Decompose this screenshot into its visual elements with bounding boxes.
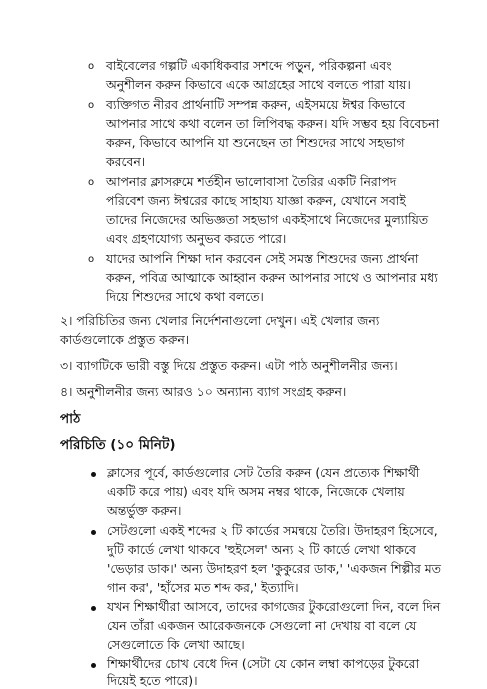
numbered-item-line: ৪। অনুশীলনীর জন্য আরও ১০ অন্যান্য ব্যাগ সংগ্রহ করুন। [60,384,347,399]
sub-item-line: পরিবেশ জন্য ঈশ্বরের কাছে সাহায্য যাজ্ঞা করুন, যেখানে সবাই [106,193,406,208]
sub-item-line: তাদের নিজেদের অভিজ্ঞতা সহভাগ একইসাথে নিজেদের মুল্যায়িত [106,212,429,227]
sub-item-line: এবং গ্রহণযোগ্য অনুভব করতে পারে। [106,231,287,246]
sub-item-line: করবেন। [106,154,146,169]
bullet-item-line: 'ভেড়ার ডাক।' অন্য উদাহরণ হল 'কুকুরের ডাক,' 'একজন শিল্পীর মত [107,561,441,576]
bullet-item-line: দুটি কার্ডে লেখা থাকবে 'হুইসেল' অন্য ২ টি কার্ডে লেখা থাকবে [107,542,416,557]
sub-item-line: ব্যক্তিগত নীরব প্রার্থনাটি সম্পন্ন করুন, এইসময়ে ঈশ্বর কিভাবে [106,97,406,112]
sub-item-line: আপনার ক্লাসরুমে শর্তহীন ভালোবাসা তৈরির একটি নিরাপদ [106,174,397,189]
bullet-dot-icon [91,606,96,611]
numbered-item-line: ২। পরিচিতির জন্য খেলার নির্দেশনাগুলো দেখুন। এই খেলার জন্য [60,313,380,328]
sub-item-line: করুন, কিভাবে আপনি যা শুনেছেন তা শিশুদের সাথে সহভাগ [106,135,405,150]
sub-item-line: অনুশীলন করুন কিভাবে একে আগ্রহের সাথে বলতে পারা যায়। [106,77,411,92]
sub-item-line: করুন, পবিত্র আত্মাকে আহ্বান করুন আপনার সাথে ও আপনার মধ্য [106,270,438,285]
bullet-item-line: সেগুলোতে কি লেখা আছে। [107,637,245,652]
numbered-item-line: কার্ডগুলোকে প্রস্তুত করুন। [60,332,190,347]
sub-item-line: যাদের আপনি শিক্ষা দান করবেন সেই সমস্ত শিশুদের জন্য প্রার্থনা [106,251,419,266]
lesson-heading: পাঠ [60,411,81,427]
sub-item-line: আপনার সাথে কথা বলেন তা লিপিবদ্ধ করুন। যদি সম্ভব হয় বিবেচনা [106,116,440,131]
bullet-item-line: অন্তর্ভুক্ত করুন। [107,503,182,518]
bullet-dot-icon [91,472,96,477]
sub-item-line: বাইবেলের গল্পটি একাধিকবার সশব্দে পড়ুন, পরিকল্পনা এবং [106,58,392,73]
bullet-item-line: ক্লাসের পূর্বে, কার্ডগুলোর সেট তৈরি করুন (যেন প্রত্যেক শিক্ষার্থী [107,465,420,480]
circle-bullet-icon: o [88,254,95,265]
bullet-item-line: যখন শিক্ষার্থীরা আসবে, তাদের কাগজের টুকরোগুলো দিন, বলে দিন [107,599,441,614]
bullet-item-line: দিয়েই হতে পারে)। [107,673,198,688]
bullet-item-line: গান কর', 'হাঁসের মত শব্দ কর,' ইত্যাদি। [107,580,299,595]
bullet-item-line: সেটগুলো একই শব্দের ২ টি কার্ডের সমন্বয়ে তৈরি। উদাহরণ হিসেবে, [107,523,438,538]
bullet-item-line: শিক্ষার্থীদের চোখ বেধে দিন (সেটা যে কোন লম্বা কাপড়ের টুকরো [107,656,420,671]
bullet-dot-icon [91,663,96,668]
circle-bullet-icon: o [88,100,95,111]
circle-bullet-icon: o [88,61,95,72]
bullet-dot-icon [91,530,96,535]
numbered-item-line: ৩। ব্যাগটিকে ভারী বস্তু দিয়ে প্রস্তুত করুন। এটা পাঠ অনুশীলনীর জন্য। [60,358,398,373]
bullet-item-line: যেন তাঁরা একজন আরেকজনকে সেগুলো না দেখায় বা বলে যে [107,618,417,633]
circle-bullet-icon: o [88,177,95,188]
intro-heading: পরিচিতি (১০ মিনিট) [60,437,176,453]
bullet-item-line: একটি করে পায়) এবং যদি অসম নম্বর থাকে, নিজেকে খেলায় [107,484,405,499]
sub-item-line: দিয়ে শিশুদের সাথে কথা বলতে। [106,289,264,304]
